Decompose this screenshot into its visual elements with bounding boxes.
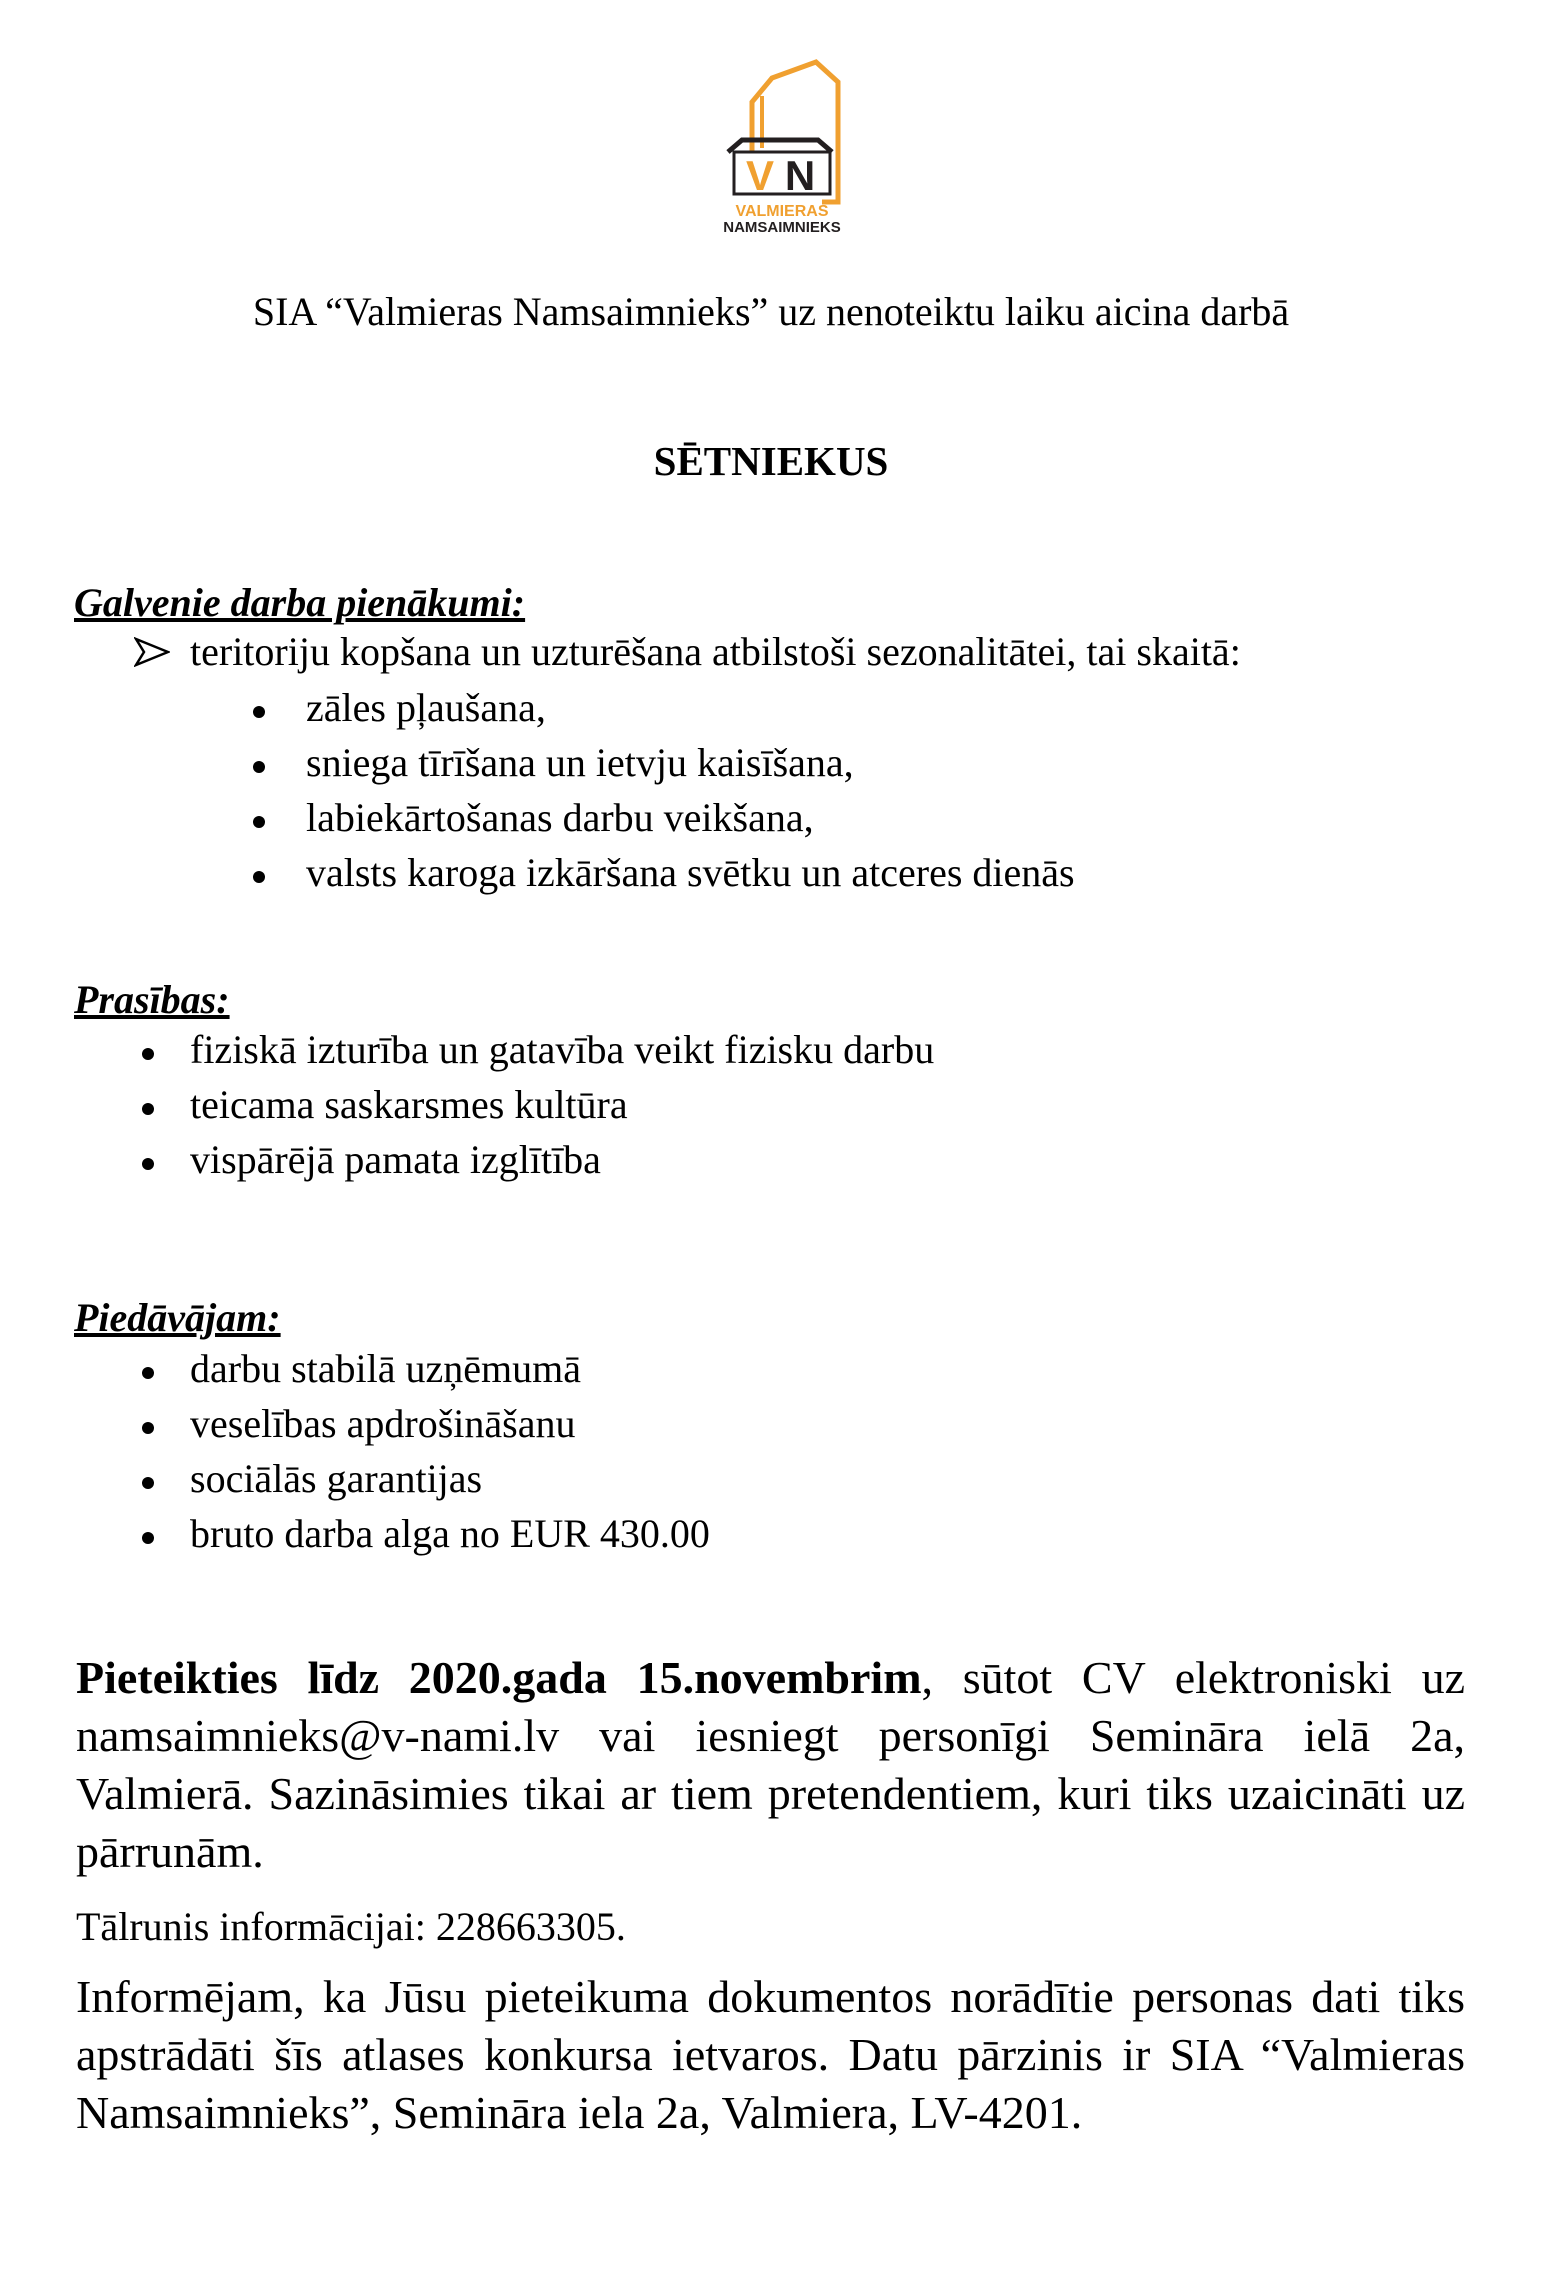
logo-monogram-v: V bbox=[745, 152, 775, 199]
privacy-paragraph: Informējam, ka Jūsu pieteikuma dokumentos norādītie personas dati tiks apstrādāti šīs atlases konkursa ietvaros. Datu pārzinis ir SIA “Valmieras Namsaimnieks”, Semināra iela 2a, Valmiera, LV-4201. bbox=[76, 1971, 1465, 2138]
bullet-icon bbox=[253, 706, 265, 718]
arrow-bullet-icon bbox=[134, 637, 170, 667]
apply-paragraph bbox=[76, 1649, 1465, 1881]
duties-sub-item: zāles pļaušana, bbox=[306, 685, 546, 730]
bullet-icon bbox=[142, 1103, 154, 1115]
phone-info: Tālrunis informācijai: 228663305. bbox=[76, 1904, 626, 1949]
bullet-icon bbox=[253, 816, 265, 828]
offer-item: sociālās garantijas bbox=[190, 1456, 483, 1501]
requirement-item: fiziskā izturība un gatavība veikt fizisku darbu bbox=[190, 1027, 935, 1072]
requirement-item: teicama saskarsmes kultūra bbox=[190, 1082, 628, 1127]
apply-details: , sūtot CV elektroniski uz namsaimnieks@v-nami.lv vai iesniegt personīgi Semināra ielā 2a, Valmierā. Sazināsimies tikai ar tiem pretendentiem, kuri tiks uzaicināti uz pārrunām. bbox=[76, 1652, 1465, 1877]
house-logo-icon bbox=[720, 56, 865, 236]
bullet-icon bbox=[142, 1477, 154, 1489]
bullet-icon bbox=[253, 871, 265, 883]
bullet-icon bbox=[142, 1048, 154, 1060]
bullet-icon bbox=[142, 1367, 154, 1379]
logo-brand-line2: NAMSAIMNIEKS bbox=[723, 219, 841, 236]
bullet-icon bbox=[142, 1158, 154, 1170]
duties-sub-item: sniega tīrīšana un ietvju kaisīšana, bbox=[306, 740, 854, 785]
duties-sub-item: labiekārtošanas darbu veikšana, bbox=[306, 795, 814, 840]
duties-main-item: teritoriju kopšana un uzturēšana atbilstoši sezonalitātei, tai skaitā: bbox=[190, 629, 1241, 674]
requirements-heading: Prasības: bbox=[74, 977, 230, 1022]
duties-heading: Galvenie darba pienākumi: bbox=[74, 580, 526, 625]
logo-monogram-n: N bbox=[784, 152, 816, 199]
bullet-icon bbox=[142, 1422, 154, 1434]
duties-sub-item: valsts karoga izkāršana svētku un atceres dienās bbox=[306, 850, 1075, 895]
logo-brand-line1: VALMIERAS bbox=[735, 203, 829, 220]
bullet-icon bbox=[142, 1532, 154, 1544]
company-logo bbox=[720, 56, 865, 236]
offer-item: bruto darba alga no EUR 430.00 bbox=[190, 1511, 710, 1556]
apply-deadline: Pieteikties līdz 2020.gada 15.novembrim bbox=[76, 1652, 922, 1703]
intro-text: SIA “Valmieras Namsaimnieks” uz nenoteiktu laiku aicina darbā bbox=[252, 289, 1290, 334]
offer-item: darbu stabilā uzņēmumā bbox=[190, 1346, 581, 1391]
offer-heading: Piedāvājam: bbox=[74, 1295, 281, 1340]
offer-item: veselības apdrošināšanu bbox=[190, 1401, 576, 1446]
bullet-icon bbox=[253, 761, 265, 773]
requirement-item: vispārējā pamata izglītība bbox=[190, 1137, 601, 1182]
job-title: SĒTNIEKUS bbox=[653, 438, 889, 484]
